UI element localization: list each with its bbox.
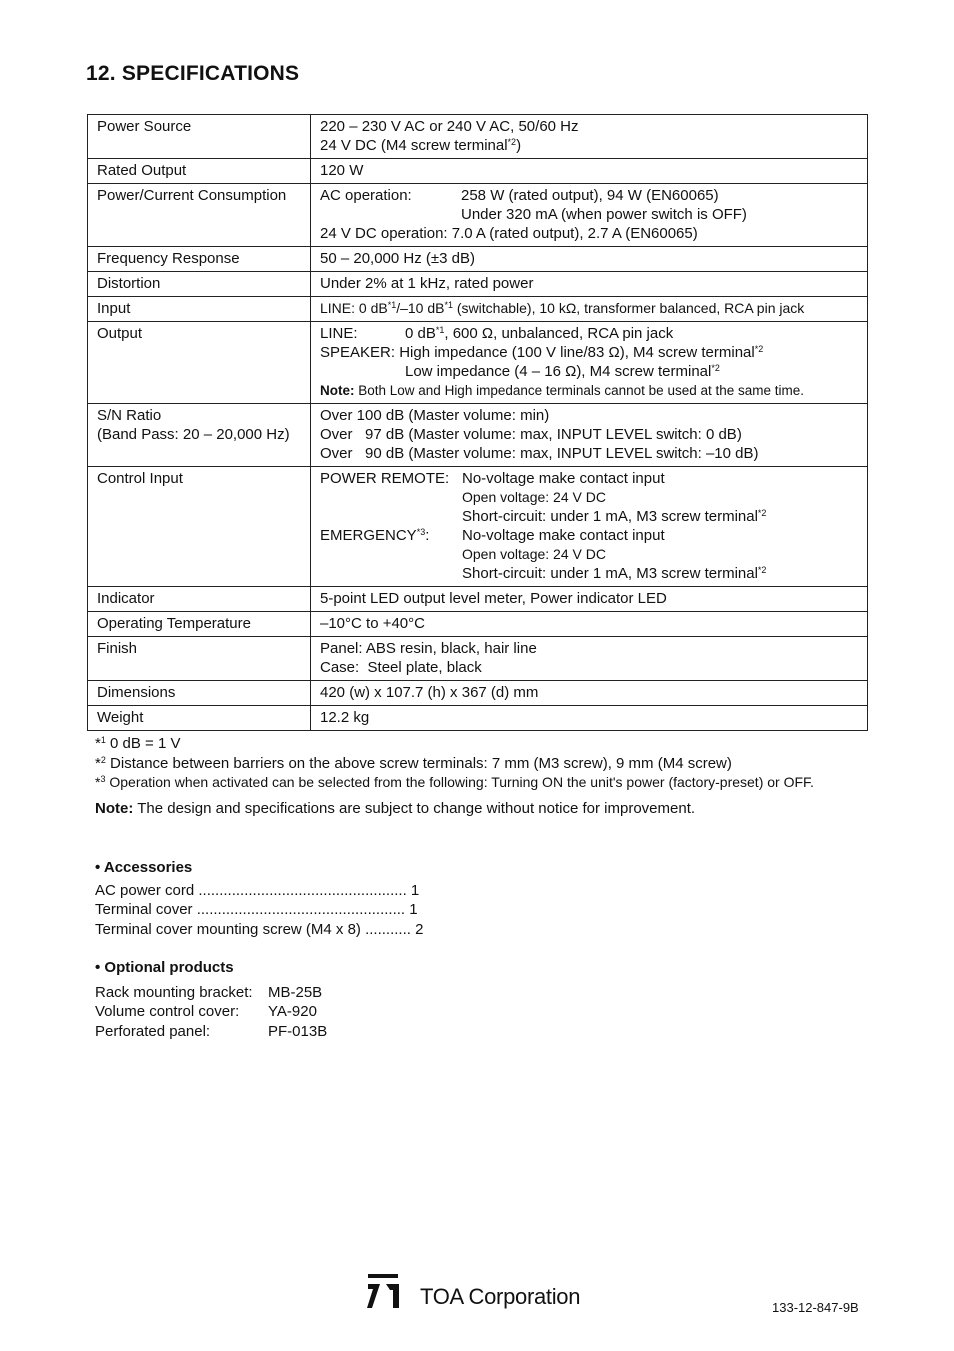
text: 0 dB = 1 V xyxy=(105,735,181,752)
table-row xyxy=(88,115,868,159)
emergency-row xyxy=(320,526,859,545)
spec-label: Finish xyxy=(88,637,311,681)
spec-label: Weight xyxy=(88,706,311,731)
spec-label: Control Input xyxy=(88,467,311,587)
note-label: Note: xyxy=(95,800,134,817)
spec-label: Distortion xyxy=(88,272,311,297)
text: : xyxy=(425,527,430,544)
document-number: 133-12-847-9B xyxy=(772,1300,859,1315)
text: * xyxy=(95,774,101,790)
spec-label: Operating Temperature xyxy=(88,612,311,637)
emergency-short xyxy=(320,564,859,583)
accessories-heading: • Accessories xyxy=(95,859,193,876)
spec-label: Input xyxy=(88,297,311,322)
footnote-mark: *2 xyxy=(757,508,767,518)
footnotes xyxy=(95,734,814,793)
note-text: Both Low and High impedance terminals cannot be used at the same time. xyxy=(354,383,805,398)
ac-label: AC operation: xyxy=(320,187,412,204)
footnote-2 xyxy=(95,754,814,774)
text: ) xyxy=(516,137,522,154)
table-row xyxy=(88,612,868,637)
note-label: Note: xyxy=(320,383,355,398)
spec-value xyxy=(311,637,868,681)
table-row xyxy=(88,706,868,731)
spec-label: Dimensions xyxy=(88,681,311,706)
text: EMERGENCY xyxy=(320,527,417,544)
ac-operation-line2 xyxy=(320,205,859,224)
spec-label: Rated Output xyxy=(88,159,311,184)
text: LINE: 0 dB xyxy=(320,300,388,316)
spec-label: Frequency Response xyxy=(88,247,311,272)
table-row xyxy=(88,297,868,322)
text: SPEAKER: High impedance (100 V line/83 Ω), M4 screw terminal xyxy=(320,344,755,361)
item-label: Perforated panel: xyxy=(95,1022,211,1040)
text: Distance between barriers on the above screw terminals: 7 mm (M3 screw), 9 mm (M4 screw) xyxy=(105,754,732,772)
table-row xyxy=(88,159,868,184)
text: * xyxy=(95,754,101,772)
output-line-row xyxy=(320,324,859,343)
sn-label: S/N Ratio xyxy=(97,407,162,424)
text: (switchable), 10 kΩ, transformer balanced, RCA pin jack xyxy=(453,300,805,316)
footnote-mark: *1 xyxy=(435,325,445,335)
spec-value: 5-point LED output level meter, Power indicator LED xyxy=(311,587,868,612)
footnote-mark: 3 xyxy=(100,774,106,784)
table-row xyxy=(88,404,868,467)
spacer xyxy=(320,205,461,224)
spec-value: 12.2 kg xyxy=(311,706,868,731)
power-remote-short xyxy=(320,507,859,526)
spec-value xyxy=(311,404,868,467)
power-source-line1: 220 – 230 V AC or 240 V AC, 50/60 Hz xyxy=(320,118,579,135)
specifications-table xyxy=(87,114,868,731)
power-remote-open: Open voltage: 24 V DC xyxy=(462,489,606,505)
spec-value: Under 2% at 1 kHz, rated power xyxy=(311,272,868,297)
table-row xyxy=(88,322,868,404)
company-name: TOA Corporation xyxy=(420,1284,581,1309)
emergency-label xyxy=(320,526,462,545)
text: Low impedance (4 – 16 Ω), M4 screw terminal xyxy=(405,363,712,380)
ac-value-2: Under 320 mA (when power switch is OFF) xyxy=(461,206,747,223)
table-row xyxy=(88,247,868,272)
table-row xyxy=(88,467,868,587)
footnote-mark: *2 xyxy=(754,344,764,354)
table-row xyxy=(88,681,868,706)
list-item: Terminal cover .................................................. 1 xyxy=(95,901,418,918)
spec-value: 120 W xyxy=(311,159,868,184)
spec-value: 50 – 20,000 Hz (±3 dB) xyxy=(311,247,868,272)
speaker-line1 xyxy=(320,343,859,362)
spec-value xyxy=(311,115,868,159)
list-item: Terminal cover mounting screw (M4 x 8) ........... 2 xyxy=(95,920,424,938)
list-item xyxy=(95,1022,327,1042)
power-remote-value: No-voltage make contact input xyxy=(462,470,665,487)
spec-value xyxy=(311,467,868,587)
sn-line3: Over 90 dB (Master volume: max, INPUT LEVEL switch: –10 dB) xyxy=(320,445,759,462)
footnote-3 xyxy=(95,773,814,793)
table-row xyxy=(88,587,868,612)
finish-line1: Panel: ABS resin, black, hair line xyxy=(320,640,537,657)
footnote-mark: 2 xyxy=(100,754,106,765)
text: 24 V DC (M4 screw terminal xyxy=(320,137,508,154)
sn-label-sub: (Band Pass: 20 – 20,000 Hz) xyxy=(97,426,290,443)
spec-label: Indicator xyxy=(88,587,311,612)
emergency-open: Open voltage: 24 V DC xyxy=(462,546,606,562)
list-item xyxy=(95,1002,327,1022)
footnote-1 xyxy=(95,734,814,754)
spec-value xyxy=(311,322,868,404)
accessories-section xyxy=(95,858,423,939)
optional-products-section xyxy=(95,958,327,1041)
footnote-mark: *3 xyxy=(416,527,426,537)
dc-operation-line: 24 V DC operation: 7.0 A (rated output), 2.7 A (EN60065) xyxy=(320,225,698,242)
emergency-value: No-voltage make contact input xyxy=(462,527,665,544)
ac-value: 258 W (rated output), 94 W (EN60065) xyxy=(461,187,719,204)
speaker-line2 xyxy=(320,362,859,381)
sn-line2: Over 97 dB (Master volume: max, INPUT LEVEL switch: 0 dB) xyxy=(320,426,742,443)
spec-value xyxy=(311,184,868,247)
optional-heading: • Optional products xyxy=(95,959,234,976)
text: Operation when activated can be selected from the following: Turning ON the unit's power (factory-preset) or OFF. xyxy=(105,774,814,790)
power-source-line2 xyxy=(320,136,859,155)
text: , 600 Ω, unbalanced, RCA pin jack xyxy=(444,325,674,342)
spec-value: 420 (w) x 107.7 (h) x 367 (d) mm xyxy=(311,681,868,706)
company-logo xyxy=(366,1274,580,1308)
table-row xyxy=(88,272,868,297)
item-label: Rack mounting bracket: xyxy=(95,983,253,1001)
page-title: 12. SPECIFICATIONS xyxy=(86,62,300,85)
spec-label xyxy=(88,404,311,467)
note-text: The design and specifications are subject to change without notice for improvement. xyxy=(133,800,696,817)
output-note xyxy=(320,381,859,400)
footnote-mark: *2 xyxy=(757,565,767,575)
document-note xyxy=(95,800,695,817)
power-remote-label: POWER REMOTE: xyxy=(320,470,450,487)
text: /–10 dB xyxy=(396,300,445,316)
spec-label: Power/Current Consumption xyxy=(88,184,311,247)
ac-operation-line xyxy=(320,186,859,205)
finish-line2: Case: Steel plate, black xyxy=(320,659,482,676)
item-label: Volume control cover: xyxy=(95,1003,240,1020)
item-value: YA-920 xyxy=(268,1003,317,1020)
spec-label: Power Source xyxy=(88,115,311,159)
footnote-mark: *2 xyxy=(507,137,517,147)
item-value: PF-013B xyxy=(268,1022,328,1040)
text: * xyxy=(95,735,101,752)
footnote-mark: 1 xyxy=(100,735,106,745)
list-item xyxy=(95,983,327,1003)
text: 0 dB xyxy=(405,325,436,342)
footnote-mark: *1 xyxy=(444,300,453,310)
sn-line1: Over 100 dB (Master volume: min) xyxy=(320,407,550,424)
line-value xyxy=(405,324,673,343)
power-remote-row xyxy=(320,469,859,488)
table-row xyxy=(88,184,868,247)
text: Short-circuit: under 1 mA, M3 screw terminal xyxy=(462,508,758,525)
toa-logo-icon xyxy=(366,1274,400,1308)
table-row xyxy=(88,637,868,681)
spec-value xyxy=(311,297,868,322)
text: Short-circuit: under 1 mA, M3 screw terminal xyxy=(462,565,758,582)
spec-label: Output xyxy=(88,322,311,404)
footnote-mark: *2 xyxy=(711,363,720,373)
list-item: AC power cord .................................................. 1 xyxy=(95,881,420,899)
spec-value: –10°C to +40°C xyxy=(311,612,868,637)
item-value: MB-25B xyxy=(268,983,323,1001)
footnote-mark: *1 xyxy=(387,300,397,310)
line-label: LINE: xyxy=(320,325,358,342)
